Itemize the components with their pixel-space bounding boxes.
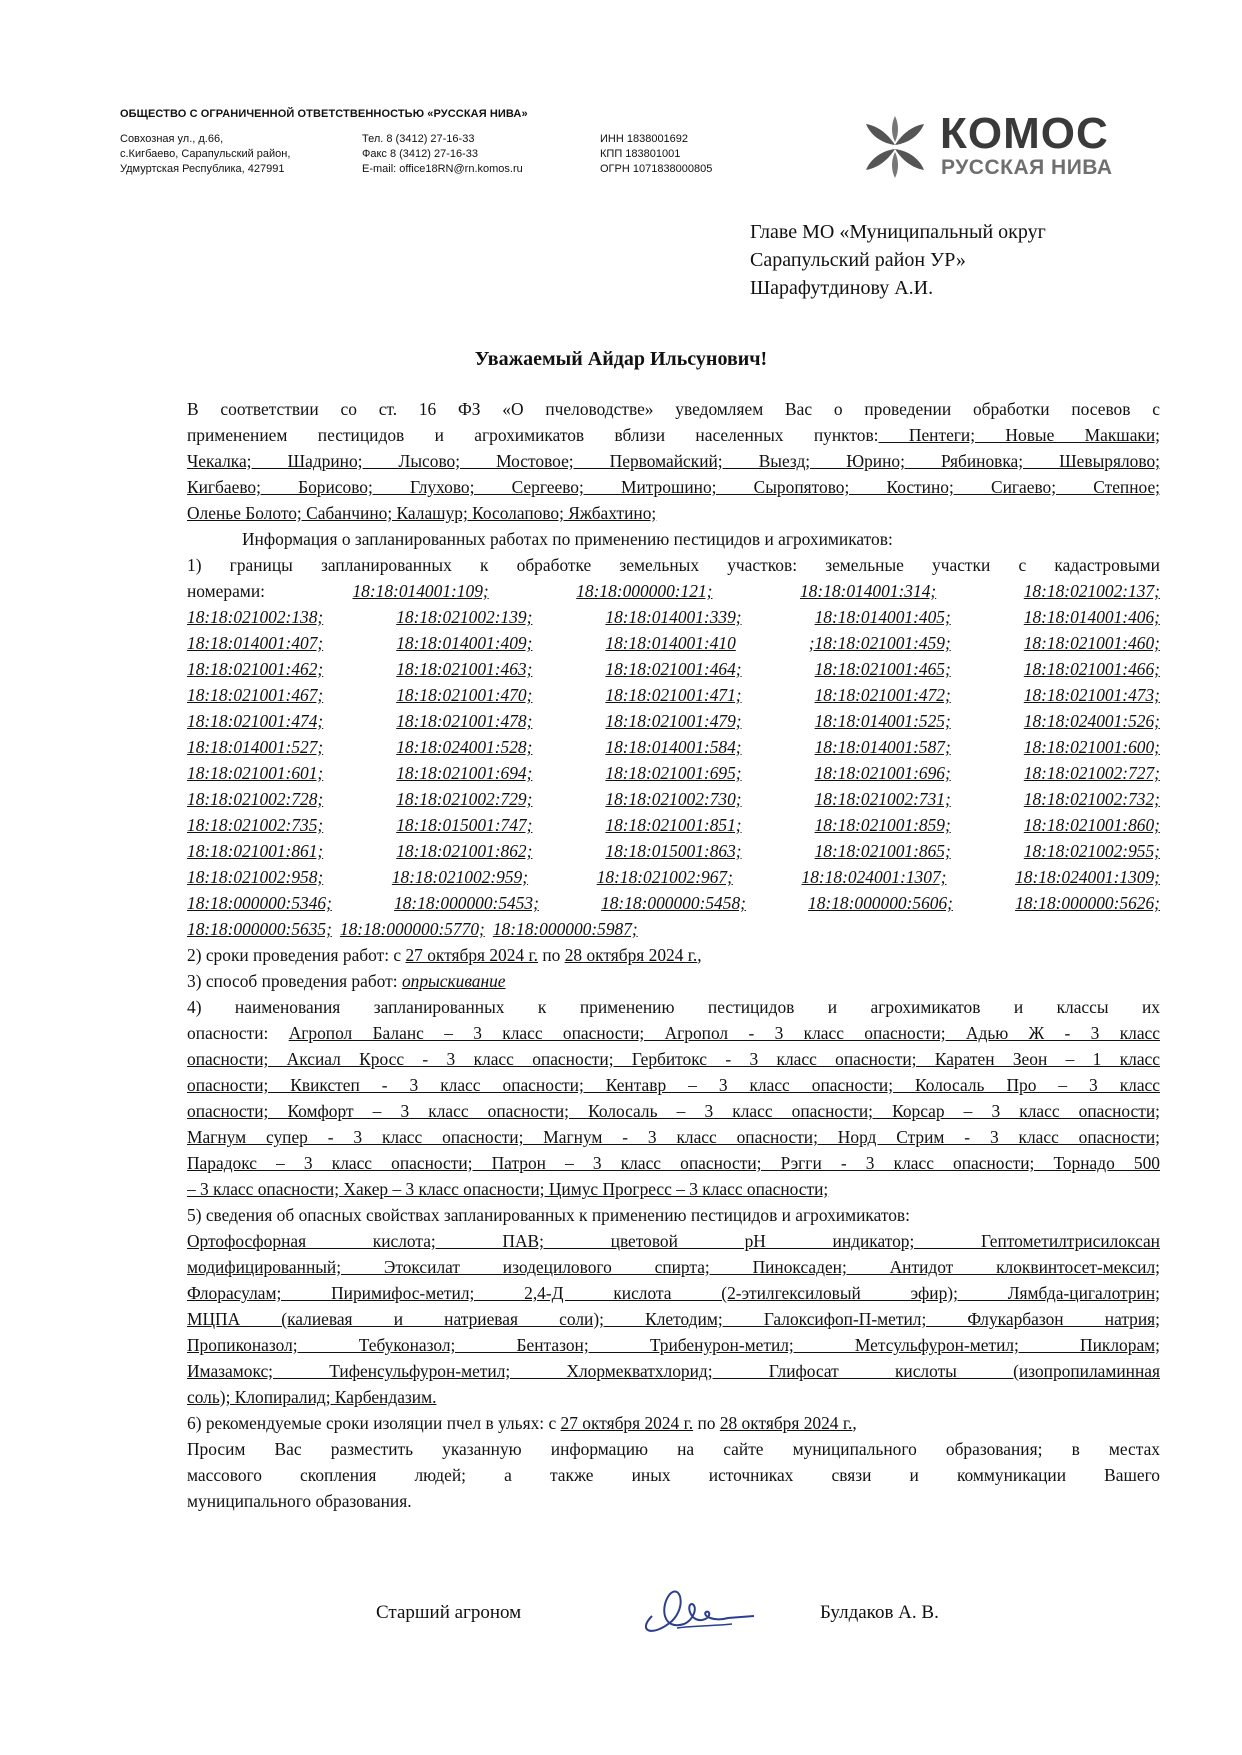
cadastral-number: 18:18:021001:472; xyxy=(814,685,951,705)
cadastral-number: 18:18:000000:5770; xyxy=(339,919,485,939)
greeting: Уважаемый Айдар Ильсунович! xyxy=(474,348,768,370)
cadastral-number: 18:18:015001:863; xyxy=(605,841,742,861)
cadastral-number: 18:18:021001:695; xyxy=(605,763,742,783)
isolation-end: 28 октября 2024 г. xyxy=(719,1413,853,1433)
cadastral-number: 18:18:021001:851; xyxy=(605,815,742,835)
recipient-block xyxy=(750,218,1046,302)
signer-position: Старший агроном xyxy=(376,1602,522,1623)
cadastral-number: 18:18:014001:406; xyxy=(1023,607,1160,627)
recipient-line: Сарапульский район УР» xyxy=(750,249,966,271)
cadastral-number: 18:18:014001:314; xyxy=(799,581,937,601)
org-address xyxy=(120,132,290,177)
recipient-line: Шарафутдинову А.И. xyxy=(750,277,934,299)
kpp-line: КПП 183801001 xyxy=(600,148,681,160)
cadastral-number: 18:18:021001:466; xyxy=(1023,659,1160,679)
p5-line: Флорасулам; Пиримифос-метил; 2,4-Д кислота (2-этилгексиловый эфир); Лямбда-цигалотрин; xyxy=(187,1283,1160,1303)
signature-block xyxy=(0,1598,1242,1658)
ogrn-line: ОГРН 1071838000805 xyxy=(600,163,713,175)
cadastral-number: 18:18:024001:526; xyxy=(1023,711,1160,731)
p5-line: Имазамокс; Тифенсульфурон-метил; Хлормекватхлорид; Глифосат кислоты (изопропиламинная xyxy=(187,1361,1160,1381)
cadastral-number: 18:18:021001:465; xyxy=(814,659,951,679)
cadastral-number: 18:18:014001:587; xyxy=(814,737,951,757)
phone-line: Тел. 8 (3412) 27-16-33 xyxy=(362,133,475,145)
recipient-line: Главе МО «Муниципальный округ xyxy=(750,221,1046,243)
cadastral-number: 18:18:021001:460; xyxy=(1023,633,1160,653)
company-logo xyxy=(860,110,1130,182)
cadastral-row xyxy=(187,708,1160,734)
cadastral-number: 18:18:021001:471; xyxy=(605,685,742,705)
handwritten-signature-icon xyxy=(632,1576,762,1646)
address-line: Удмуртская Республика, 427991 xyxy=(120,163,285,175)
isolation-start: 27 октября 2024 г. xyxy=(560,1413,694,1433)
cadastral-row xyxy=(187,864,1160,890)
settlements-line: Чекалка; Шадрино; Лысово; Мостовое; Первомайский; Выезд; Юрино; Рябиновка; Шевырялово; xyxy=(187,451,1160,471)
cadastral-number: 18:18:021001:860; xyxy=(1023,815,1160,835)
p2-text: 2) сроки проведения работ: с xyxy=(187,945,406,965)
cadastral-number: 18:18:021002:139; xyxy=(396,607,533,627)
cadastral-number: 18:18:015001:747; xyxy=(396,815,533,835)
p1-line: 1) границы запланированных к обработке земельных участков: земельные участки с кадастровыми xyxy=(187,555,1160,575)
cadastral-number: 18:18:021001:473; xyxy=(1023,685,1160,705)
cadastral-number: 18:18:021001:478; xyxy=(396,711,533,731)
p4-text: опасности: xyxy=(187,1023,289,1043)
p4-line: Магнум супер - 3 класс опасности; Магнум - 3 класс опасности; Норд Стрим - 3 класс опасности; xyxy=(187,1127,1160,1147)
closing-line: муниципального образования. xyxy=(187,1491,412,1511)
cadastral-row xyxy=(187,786,1160,812)
cadastral-row xyxy=(187,734,1160,760)
address-line: с.Кигбаево, Сарапульский район, xyxy=(120,148,291,160)
cadastral-number: 18:18:021001:696; xyxy=(814,763,951,783)
cadastral-number: 18:18:014001:410 xyxy=(605,633,736,653)
cadastral-row xyxy=(187,890,1160,916)
settlements: Пентеги; Новые Макшаки; xyxy=(878,425,1160,445)
org-contacts xyxy=(362,132,523,177)
cadastral-number: 18:18:021001:479; xyxy=(605,711,742,731)
p5-line: Ортофосфорная кислота; ПАВ; цветовой pH индикатор; Гептометилтрисилоксан xyxy=(187,1231,1160,1251)
end-date: 28 октября 2024 г. xyxy=(564,945,698,965)
cadastral-number: 18:18:021002:967; xyxy=(596,867,733,887)
p4-line xyxy=(187,1020,1160,1046)
cadastral-number: 18:18:021001:859; xyxy=(814,815,951,835)
cadastral-number: 18:18:021001:463; xyxy=(396,659,533,679)
cadastral-row xyxy=(187,838,1160,864)
cadastral-number: 18:18:000000:5453; xyxy=(394,893,539,913)
cadastral-number: 18:18:000000:5346; xyxy=(187,893,332,913)
cadastral-number: 18:18:021001:861; xyxy=(187,841,324,861)
cadastral-label: номерами: xyxy=(187,581,265,601)
intro-line xyxy=(187,422,1160,448)
p4-line: опасности; Комфорт – 3 класс опасности; Колосаль – 3 класс опасности; Корсар – 3 класс опасности; xyxy=(187,1101,1160,1121)
cadastral-number: 18:18:021002:958; xyxy=(187,867,324,887)
cadastral-number: 18:18:014001:584; xyxy=(605,737,742,757)
p5-line: 5) сведения об опасных свойствах запланированных к применению пестицидов и агрохимикатов: xyxy=(187,1205,910,1225)
cadastral-number: 18:18:021001:464; xyxy=(605,659,742,679)
cadastral-number: 18:18:021002:138; xyxy=(187,607,324,627)
cadastral-number: 18:18:014001:525; xyxy=(814,711,951,731)
p2-text: по xyxy=(538,945,565,965)
cadastral-number: 18:18:014001:109; xyxy=(352,581,489,601)
p5-line: Пропиконазол; Тебуконазол; Бентазон; Трибенурон-метил; Метсульфурон-метил; Пиклорам; xyxy=(187,1335,1160,1355)
cadastral-number: 18:18:014001:407; xyxy=(187,633,324,653)
email-line: E-mail: office18RN@rn.komos.ru xyxy=(362,163,523,175)
p2-text: , xyxy=(697,945,702,965)
cadastral-number: 18:18:000000:5987; xyxy=(492,919,638,939)
cadastral-number: 18:18:014001:339; xyxy=(605,607,742,627)
settlements-line: Кигбаево; Борисово; Глухово; Сергеево; Митрошино; Сыропятово; Костино; Сигаево; Степное; xyxy=(187,477,1160,497)
p4-line: – 3 класс опасности; Хакер – 3 класс опасности; Цимус Прогресс – 3 класс опасности; xyxy=(187,1179,829,1199)
p6-text: 6) рекомендуемые сроки изоляции пчел в ульях: с xyxy=(187,1413,561,1433)
p5-line: модифицированный; Этоксилат изодецилового спирта; Пиноксаден; Антидот клоквинтосет-мексил; xyxy=(187,1257,1160,1277)
cadastral-number: 18:18:024001:1307; xyxy=(801,867,947,887)
cadastral-number: 18:18:014001:409; xyxy=(396,633,533,653)
cadastral-number: 18:18:021002:727; xyxy=(1023,763,1160,783)
cadastral-number: 18:18:021002:955; xyxy=(1023,841,1160,861)
cadastral-number: 18:18:021002:731; xyxy=(814,789,951,809)
p5-line: соль); Клопиралид; Карбендазим. xyxy=(187,1387,437,1407)
method: опрыскивание xyxy=(401,971,506,991)
p2-line xyxy=(187,942,1160,968)
cadastral-number: 18:18:000000:121; xyxy=(576,581,713,601)
cadastral-row xyxy=(187,812,1160,838)
cadastral-number: 18:18:021002:732; xyxy=(1023,789,1160,809)
cadastral-number: 18:18:021001:862; xyxy=(396,841,533,861)
cadastral-number: 18:18:021002:959; xyxy=(391,867,529,887)
p4-line: 4) наименования запланированных к применению пестицидов и агрохимикатов и классы их xyxy=(187,997,1160,1017)
p3-line xyxy=(187,968,1160,994)
signer-name: Булдаков А. В. xyxy=(820,1602,939,1623)
org-ids xyxy=(600,132,712,177)
p6-text: по xyxy=(693,1413,720,1433)
closing-line: массового скопления людей; а также иных источниках связи и коммуникации Вашего xyxy=(187,1465,1160,1485)
p5-line: МЦПА (калиевая и натриевая соли); Клетодим; Галоксифоп-П-метил; Флукарбазон натрия; xyxy=(187,1309,1160,1329)
cadastral-number: 18:18:021002:735; xyxy=(187,815,324,835)
cadastral-number: 18:18:021001:474; xyxy=(187,711,324,731)
p4-line: опасности; Аксиал Кросс - 3 класс опасности; Гербитокс - 3 класс опасности; Каратен Зеон – 1 класс xyxy=(187,1049,1160,1069)
settlements-line: Оленье Болото; Сабанчино; Калашур; Косолапово; Яжбахтино; xyxy=(187,503,657,523)
cadastral-number: 18:18:021001:865; xyxy=(814,841,951,861)
cadastral-number: ;18:18:021001:459; xyxy=(808,633,951,653)
cadastral-number: 18:18:000000:5635; xyxy=(187,919,332,939)
cadastral-number: 18:18:021001:467; xyxy=(187,685,324,705)
cadastral-number: 18:18:014001:527; xyxy=(187,737,324,757)
cadastral-number: 18:18:021002:728; xyxy=(187,789,324,809)
cadastral-number: 18:18:014001:405; xyxy=(814,607,951,627)
cadastral-number: 18:18:021001:600; xyxy=(1023,737,1160,757)
inn-line: ИНН 1838001692 xyxy=(600,133,689,145)
pesticides: Агропол Баланс – 3 класс опасности; Агропол - 3 класс опасности; Адью Ж - 3 класс xyxy=(288,1023,1160,1043)
info-title: Информация о запланированных работах по применению пестицидов и агрохимикатов: xyxy=(242,529,893,549)
cadastral-row xyxy=(187,916,1160,942)
letter-body xyxy=(187,396,1160,1514)
cadastral-row xyxy=(187,578,1160,604)
fax-line: Факс 8 (3412) 27-16-33 xyxy=(362,148,479,160)
p4-line: опасности; Квикстеп - 3 класс опасности; Кентавр – 3 класс опасности; Колосаль Про – 3 класс xyxy=(187,1075,1160,1095)
cadastral-number: 18:18:021002:137; xyxy=(1023,581,1160,601)
intro-text: применением пестицидов и агрохимикатов вблизи населенных пунктов: xyxy=(187,425,879,445)
cadastral-row xyxy=(187,682,1160,708)
cadastral-rows xyxy=(187,604,1160,916)
closing-line: Просим Вас разместить указанную информацию на сайте муниципального образования; в местах xyxy=(187,1439,1160,1459)
cadastral-number: 18:18:021001:462; xyxy=(187,659,324,679)
cadastral-number: 18:18:021001:694; xyxy=(396,763,533,783)
start-date: 27 октября 2024 г. xyxy=(405,945,539,965)
cadastral-number: 18:18:000000:5626; xyxy=(1015,893,1160,913)
cadastral-row xyxy=(187,760,1160,786)
org-name: ОБЩЕСТВО С ОГРАНИЧЕННОЙ ОТВЕТСТВЕННОСТЬЮ «РУССКАЯ НИВА» xyxy=(120,108,528,120)
p6-line xyxy=(187,1410,1160,1436)
cadastral-row xyxy=(187,656,1160,682)
cadastral-number: 18:18:000000:5606; xyxy=(808,893,953,913)
cadastral-row xyxy=(187,630,1160,656)
logo-mark-icon xyxy=(860,112,930,182)
address-line: Совхозная ул., д.66, xyxy=(120,133,224,145)
cadastral-number: 18:18:021001:601; xyxy=(187,763,324,783)
cadastral-number: 18:18:021001:470; xyxy=(396,685,533,705)
cadastral-number: 18:18:000000:5458; xyxy=(601,893,746,913)
p4-line: Парадокс – 3 класс опасности; Патрон – 3 класс опасности; Рэгги - 3 класс опасности; Торнадо 500 xyxy=(187,1153,1160,1173)
cadastral-number: 18:18:021002:730; xyxy=(605,789,742,809)
logo-word: КОМОС xyxy=(940,109,1109,158)
p6-text: , xyxy=(852,1413,857,1433)
intro-line: В соответствии со ст. 16 ФЗ «О пчеловодстве» уведомляем Вас о проведении обработки посевов с xyxy=(187,399,1160,419)
cadastral-number: 18:18:021002:729; xyxy=(396,789,533,809)
cadastral-number: 18:18:024001:1309; xyxy=(1015,867,1160,887)
logo-subtitle: РУССКАЯ НИВА xyxy=(941,156,1113,179)
cadastral-number: 18:18:024001:528; xyxy=(396,737,533,757)
p3-text: 3) способ проведения работ: xyxy=(187,971,402,991)
cadastral-row xyxy=(187,604,1160,630)
